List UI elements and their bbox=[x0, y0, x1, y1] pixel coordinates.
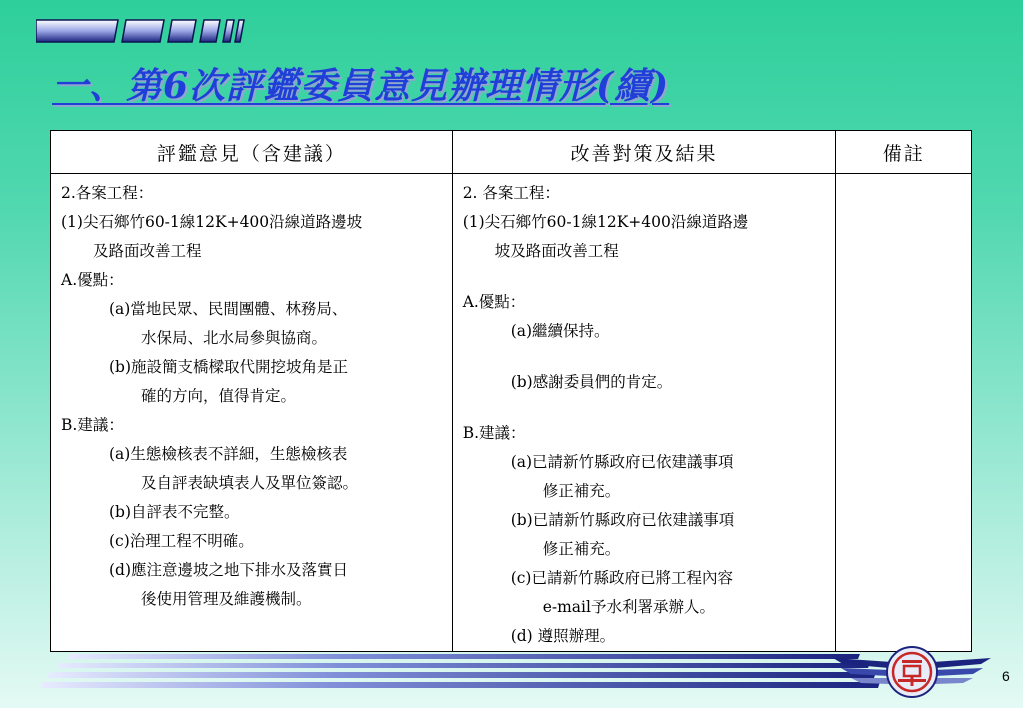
list-item-continuation: e-mail予水利署承辦人。 bbox=[542, 598, 715, 616]
section-heading: 2.各案工程： bbox=[61, 184, 154, 202]
wing-emblem-logo bbox=[833, 644, 991, 700]
page-number: 6 bbox=[1002, 668, 1010, 684]
list-item: (b)自評表不完整。 bbox=[109, 503, 240, 521]
list-item-continuation: 後使用管理及維護機制。 bbox=[141, 590, 312, 608]
slide-title: 一、第6次評鑑委員意見辦理情形(續) bbox=[52, 65, 670, 107]
section-heading: 2. 各案工程： bbox=[462, 184, 560, 202]
list-item: (b)感謝委員們的肯定。 bbox=[510, 373, 673, 391]
bottom-stripes-decoration bbox=[40, 654, 910, 694]
list-item-continuation: 修正補充。 bbox=[542, 540, 621, 558]
list-item-continuation: 水保局、北水局參與協商。 bbox=[141, 329, 328, 347]
opinions-cell bbox=[51, 174, 453, 652]
list-item-continuation: 修正補充。 bbox=[542, 482, 621, 500]
remarks-cell bbox=[836, 174, 972, 652]
list-item: (a)已請新竹縣政府已依建議事項 bbox=[510, 453, 734, 471]
project-title-line: (1)尖石鄉竹60-1線12K+400沿線道路邊 bbox=[462, 213, 749, 231]
project-title-line: 及路面改善工程 bbox=[93, 242, 202, 260]
project-title-line: (1)尖石鄉竹60-1線12K+400沿線道路邊坡 bbox=[61, 213, 363, 231]
list-item: (a)繼續保持。 bbox=[510, 322, 610, 340]
suggestions-label: B.建議： bbox=[462, 424, 526, 442]
header-improvements: 改善對策及結果 bbox=[452, 131, 836, 174]
list-item: (a)生態檢核表不詳細，生態檢核表 bbox=[109, 445, 348, 463]
list-item-continuation: 及自評表缺填表人及單位簽認。 bbox=[141, 474, 359, 492]
list-item: (c)已請新竹縣政府已將工程內容 bbox=[510, 569, 733, 587]
table-row bbox=[51, 174, 972, 652]
top-stripes-decoration bbox=[36, 18, 246, 44]
list-item: (b)已請新竹縣政府已依建議事項 bbox=[510, 511, 735, 529]
header-opinions: 評鑑意見（含建議） bbox=[51, 131, 453, 174]
list-item: (b)施設簡支橋樑取代開挖坡角是正 bbox=[109, 358, 349, 376]
suggestions-label: B.建議： bbox=[61, 416, 124, 434]
pros-label: A.優點： bbox=[61, 271, 124, 289]
list-item-continuation: 確的方向，值得肯定。 bbox=[141, 387, 297, 405]
improvements-cell bbox=[452, 174, 836, 652]
pros-label: A.優點： bbox=[462, 293, 526, 311]
list-item: (d) 遵照辦理。 bbox=[510, 627, 616, 645]
project-title-line: 坡及路面改善工程 bbox=[494, 242, 619, 260]
table-header-row bbox=[51, 131, 972, 174]
evaluation-table bbox=[50, 130, 972, 652]
list-item: (d)應注意邊坡之地下排水及落實日 bbox=[109, 561, 349, 579]
list-item: (a)當地民眾、民間團體、林務局、 bbox=[109, 300, 348, 318]
header-remarks: 備註 bbox=[836, 131, 972, 174]
list-item: (c)治理工程不明確。 bbox=[109, 532, 254, 550]
